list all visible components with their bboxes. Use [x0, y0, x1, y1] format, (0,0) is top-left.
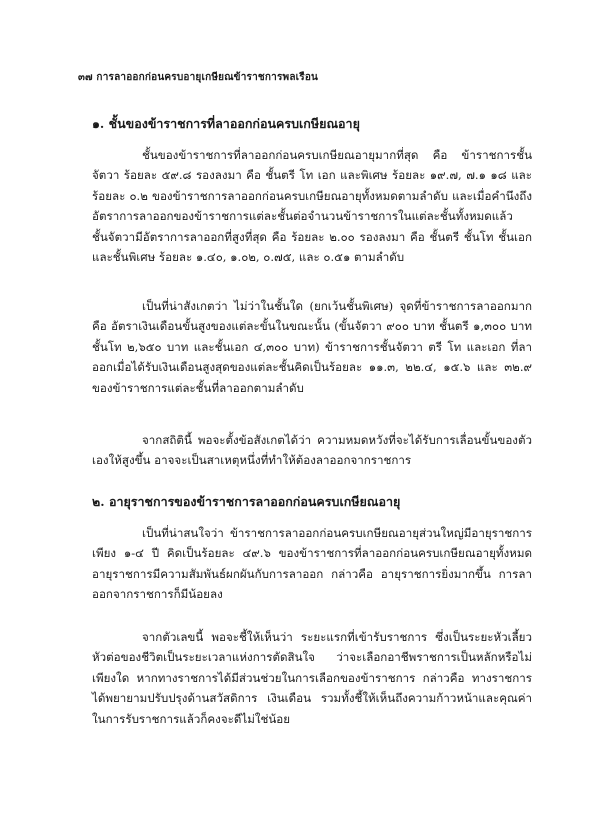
- section-1-paragraph-1: [92, 145, 532, 267]
- section-heading-2: ๒. อายุราชการของข้าราชการลาออกก่อนครบเกษียณอายุ: [92, 494, 401, 509]
- section-1-paragraph-3: [92, 430, 532, 471]
- paragraph-text: ชั้นของข้าราชการที่ลาออกก่อนครบเกษียณอายุมากที่สุด คือ ข้าราชการชั้นจัตวา ร้อยละ ๕๙.๘ รองลงมา คือ ชั้นตรี โท เอก และพิเศษ ร้อยละ ๑๙.๗, ๗.๑ ๑๘ และ ร้อยละ ๐.๒ ของข้าราชการลาออกก่อนครบเกษียณอายุทั้งหมดตามลำดับ และเมื่อคำนึงถึงอัตราการลาออกของข้าราชการแต่ละชั้นต่อจำนวนข้าราชการในแต่ละชั้นทั้งหมดแล้ว ชั้นจัตวามีอัตราการลาออกที่สูงที่สุด คือ ร้อยละ ๒.๐๐ รองลงมา คือ ชั้นตรี ชั้นโท ชั้นเอก และชั้นพิเศษ ร้อยละ ๑.๔๐, ๑.๐๒, ๐.๗๕, และ ๐.๕๑ ตามลำดับ: [92, 148, 532, 265]
- running-head: ๓๗ การลาออกก่อนครบอายุเกษียณข้าราชการพลเรือน: [78, 72, 319, 83]
- section-heading-1: ๑. ชั้นของข้าราชการที่ลาออกก่อนครบเกษียณอายุ: [92, 116, 360, 131]
- section-2-paragraph-1: [92, 523, 532, 605]
- paragraph-text: จากสถิตินี้ พอจะตั้งข้อสังเกตได้ว่า ความหมดหวังที่จะได้รับการเลื่อนขั้นของตัวเองให้สูงขึ้น อาจจะเป็นสาเหตุหนึ่งที่ทำให้ต้องลาออกจากราชการ: [92, 433, 532, 468]
- section-2-paragraph-2: [92, 627, 532, 729]
- paragraph-text: เป็นที่น่าสนใจว่า ข้าราชการลาออกก่อนครบเกษียณอายุส่วนใหญ่มีอายุราชการเพียง ๑-๔ ปี คิดเป็นร้อยละ ๔๙.๖ ของข้าราชการที่ลาออกก่อนครบเกษียณอายุทั้งหมด อายุราชการมีความสัมพันธ์ผกผันกับการลาออก กล่าวคือ อายุราชการยิ่งมากขึ้น การลาออกจากราชการก็มีน้อยลง: [92, 526, 532, 602]
- paragraph-text: เป็นที่น่าสังเกตว่า ไม่ว่าในชั้นใด (ยกเว้นชั้นพิเศษ) จุดที่ข้าราชการลาออกมาก คือ อัตราเงินเดือนขั้นสูงของแต่ละขั้นในขณะนั้น (ขั้นจัตวา ๙๐๐ บาท ชั้นตรี ๑,๓๐๐ บาท ชั้นโท ๒,๖๕๐ บาท และชั้นเอก ๔,๓๐๐ บาท) ข้าราชการชั้นจัตวา ตรี โท และเอก ที่ลาออกเมื่อได้รับเงินเดือนสูงสุดของแต่ละชั้นคิดเป็นร้อยละ ๑๑.๓, ๒๒.๔, ๑๕.๖ และ ๓๒.๙ ของข้าราชการแต่ละชั้นที่ลาออกตามลำดับ: [92, 299, 532, 395]
- paragraph-text: จากตัวเลขนี้ พอจะชี้ให้เห็นว่า ระยะแรกที่เข้ารับราชการ ซึ่งเป็นระยะหัวเลี้ยวหัวต่อของชีวิตเป็นระยะเวลาแห่งการตัดสินใจ ว่าจะเลือกอาชีพราชการเป็นหลักหรือไม่ เพียงใด หากทางราชการได้มีส่วนช่วยในการเลือกของข้าราชการ กล่าวคือ ทางราชการได้พยายามปรับปรุงด้านสวัสดิการ เงินเดือน รวมทั้งชี้ให้เห็นถึงความก้าวหน้าและคุณค่าในการรับราชการแล้วก็คงจะดีไม่ใช่น้อย: [92, 630, 532, 726]
- section-1-paragraph-2: [92, 296, 532, 398]
